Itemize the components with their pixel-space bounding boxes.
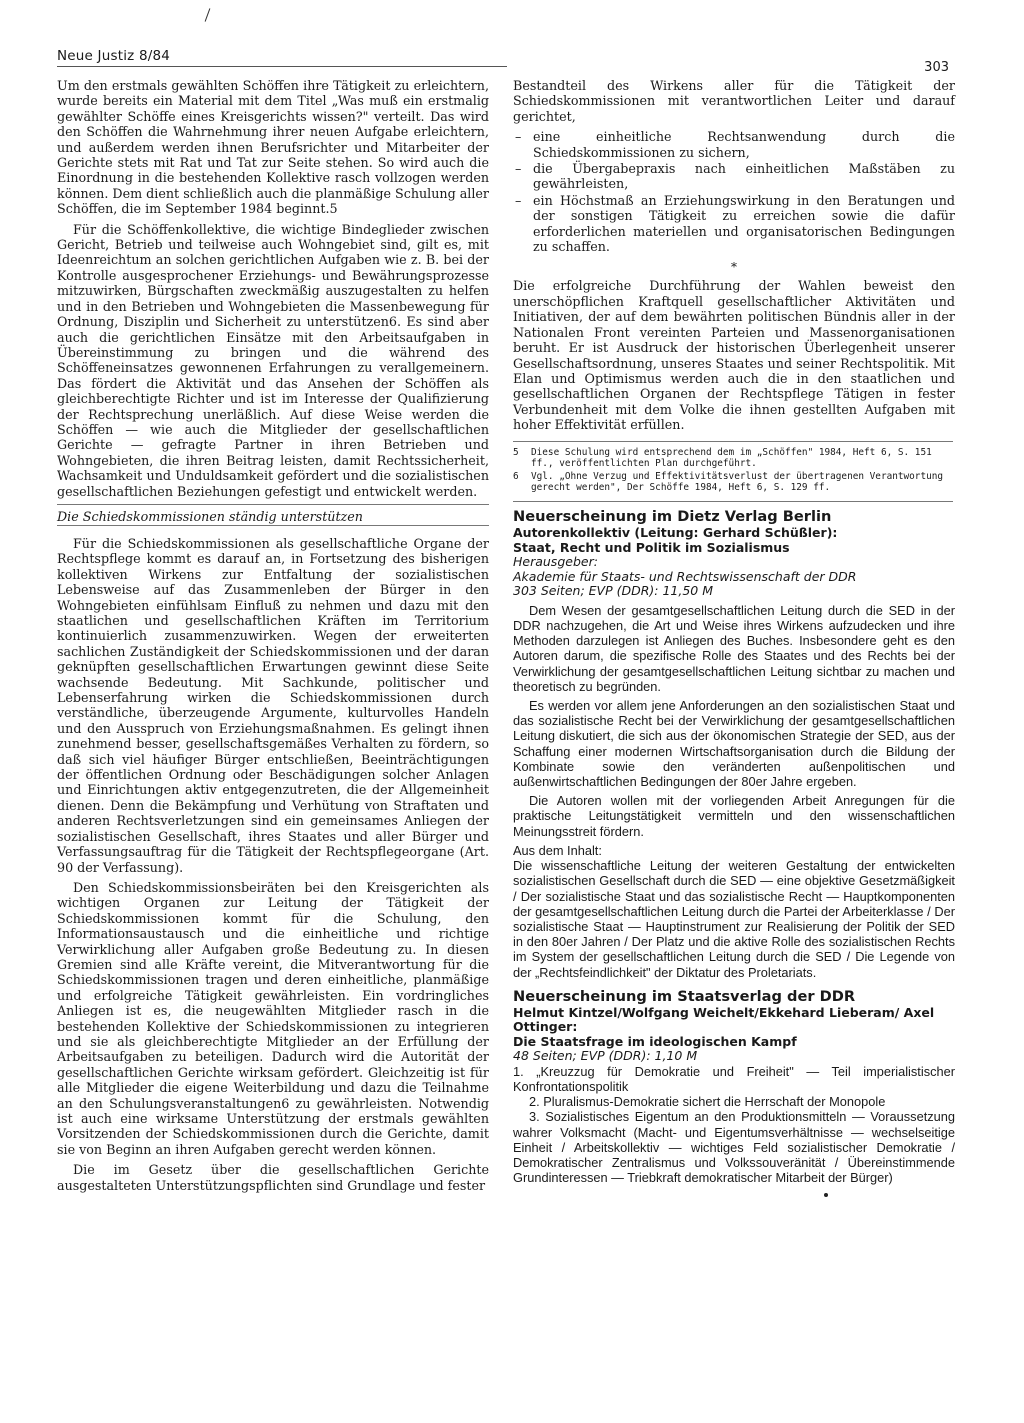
publication-meta: 48 Seiten; EVP (DDR): 1,10 M (513, 1048, 698, 1064)
pen-mark (205, 8, 211, 21)
list-item: 1. „Kreuzzug für Demokratie und Freiheit" — Teil imperialistischer Konfrontationspolitik (513, 1063, 955, 1094)
paragraph: Den Schiedskommissionsbeiräten bei den Kreisgerichten als wichtigen Organen zur Leitung der Tätigkeit der Schiedskommissionen kommt für die Schulung, den Informationsaustausch und die einheitliche und richtige Verwirklichung aller Aufgaben große Bedeutung zu. In diesen Gremien sind alle Kräfte vereint, die Mitverantwortung für die Schiedskommissionen tragen und deren einheitliche, planmäßige und erfolgreiche Tätigkeit gewährleisten. Ein vordringliches Anliegen ist es, die neugewählten Mitglieder rasch in die bestehenden Kollektive der Schiedskommissionen zu integrieren und sie als gleichberechtigte Mitglieder an der Erfüllung der Arbeitsaufgaben zu beteiligen. Dadurch wird die Autorität der gesellschaftlichen Gerichte wirksam gefördert. Gleichzeitig ist für alle Mitglieder die eigene Weiterbildung und dazu die Teilnahme an den Schulungsveranstaltungen6 zu gewährleisten. Notwendig ist auch eine wirksame Unterstützung der erstmals gewählten Vorsitzenden der Schiedskommissionen durch die Gerichte, damit sie von Beginn an ihren Aufgaben gerecht werden können. (57, 879, 489, 1157)
list-item: – die Übergabepraxis nach einheitlichen Maßstäben zu gewährleisten, (513, 161, 955, 192)
publication-authors: Autorenkollektiv (Leitung: Gerhard Schüßler): (513, 525, 838, 541)
left-column (57, 78, 489, 1198)
section-rule (513, 501, 953, 502)
publication-editor-label: Herausgeber: (513, 554, 598, 570)
stray-dot (824, 1193, 828, 1197)
footnote-number: 6 (513, 470, 519, 482)
publication-heading: Neuerscheinung im Dietz Verlag Berlin (513, 508, 832, 526)
footnote-rule (513, 441, 953, 442)
list-item: 3. Sozialistisches Eigentum an den Produktionsmitteln — Voraussetzung wahrer Volksmacht (Macht- und Eigentumsverhältnisse — wechselseitige Einheit / Arbeitskollektiv — wichtiges Feld sozialistischer Demokratie / Demokratischer Zentralismus und Volkssouveränität / Übereinstimmende Grundinteressen — Triebkraft demokratischer Mitarbeit der Bürger) (513, 1109, 955, 1186)
footnote-text: Vgl. „Ohne Verzug und Effektivitätsverlust der übertragenen Verantwortung gerecht werden", Der Schöffe 1984, Heft 6, S. 129 ff. (531, 470, 944, 494)
list-item: – ein Höchstmaß an Erziehungswirkung in den Beratungen und der sonstigen Tätigkeit zu erreichen sowie die dafür erforderlichen materiellen und organisatorischen Bedingungen zu schaffen. (513, 193, 955, 255)
publication-heading: Neuerscheinung im Staatsverlag der DDR (513, 987, 856, 1005)
paragraph: Um den erstmals gewählten Schöffen ihre Tätigkeit zu erleichtern, wurde bereits ein Material mit dem Titel „Was muß ein erstmalig gewählter Schöffe eines Kreisgerichts wissen?" verteilt. Das wird den Schöffen die Wahrnehmung ihrer neuen Aufgabe erleichtern, und außerdem werden ihnen Berufsrichter und Mitarbeiter der Gerichte stets mit Rat und Tat zur Seite stehen. So wird auch die Einordnung in die bestehenden Kollektive rasch vollzogen werden können. Dem dient schließlich auch die planmäßige Schulung aller Schöffen, die im September 1984 beginnt.5 (57, 78, 489, 217)
paragraph: Bestandteil des Wirkens aller für die Tätigkeit der Schiedskommissionen mit verantwortlichen Leiter und darauf gerichtet, (513, 78, 955, 124)
footnote-number: 5 (513, 446, 519, 458)
footnote-text: Diese Schulung wird entsprechend dem im „Schöffen" 1984, Heft 6, S. 151 ff., veröffentlichten Plan durchgeführt. (531, 446, 932, 469)
journal-header: Neue Justiz 8/84 (57, 48, 171, 64)
footnote (513, 447, 955, 469)
contents-label: Aus dem Inhalt: (513, 842, 602, 858)
paragraph: Für die Schöffenkollektive, die wichtige Bindeglieder zwischen Gericht, Betrieb und teilweise auch Wohngebiet sind, gilt es, mit Ideenreichtum an solchen gerichtlichen Aufgaben wie z. B. bei der Kontrolle ausgesprochener Erziehungs- und Bewährungsprozesse mitzuwirken, Bürgschaften zweckmäßig auszugestalten zu helfen und in den Betrieben und Wohngebieten die Massenbewegung für Ordnung, Disziplin und Sicherheit zu unterstützen6. Es sind aber auch die gerichtlichen Einsätze mit den Arbeitsaufgaben in Übereinstimmung zu bringen und die während des Schöffeneinsatzes gewonnenen Erfahrungen zu verallgemeinern. Das fördert die Aktivität und das Ansehen der Schöffen als gleichberechtigte Richter und ist im Interesse der Qualifizierung der Rechtsprechung unerläßlich. Auf diese Weise werden die Schöffen — wie auch die Mitglieder der gesellschaftlichen Gerichte — gefragte Partner in ihren Betrieben und Wohngebieten, die ihren Beitrag leisten, damit Rechtssicherheit, Wachsamkeit und Unduldsamkeit gefördert und die sozialistischen gesellschaftlichen Beziehungen gefestigt und entwickelt werden. (57, 221, 489, 499)
page-number: 303 (924, 60, 949, 75)
paragraph: Dem Wesen der gesamtgesellschaftlichen Leitung durch die SED in der DDR nachzugehen, die Art und Weise ihres Wirkens aufzudecken und ihre Methoden darzulegen ist Anliegen des Buches. Insbesondere geht es den Autoren darum, die spezifische Rolle des Staates und des Rechts bei der Verwirklichung der gesamtgesellschaftlichen Leitung sichtbar zu machen und theoretisch zu begründen. (513, 602, 955, 694)
publication-title: Staat, Recht und Politik im Sozialismus (513, 539, 790, 555)
publication-authors: Helmut Kintzel/Wolfgang Weichelt/Ekkehard Lieberam/ Axel Ottinger: (513, 1004, 935, 1035)
section-separator: * (731, 260, 737, 275)
header-rule (57, 66, 507, 67)
list-item: 2. Pluralismus-Demokratie sichert die Herrschaft der Monopole (529, 1094, 886, 1110)
footnote (513, 471, 955, 493)
contents-text: Die wissenschaftliche Leitung der weiteren Gestaltung der entwickelten sozialistischen Gesellschaft durch die SED — eine objektive Gesetzmäßigkeit / Der sozialistische Staat und das sozialistische Recht — Hauptkomponenten der gesamtgesellschaftlichen Leitung durch die Partei der Arbeiterklasse / Der sozialistische Staat — Hauptinstrument zur Realisierung der Politik der SED in den 80er Jahren / Der Platz und die aktive Rolle des sozialistischen Rechts im System der gesellschaftlichen Leitung durch die SED / Die Legende von der „Rechtsfeindlichkeit" der Diktatur des Proletariats. (513, 858, 955, 980)
publication-title: Die Staatsfrage im ideologischen Kampf (513, 1033, 797, 1049)
paragraph: Es werden vor allem jene Anforderungen an den sozialistischen Staat und das sozialistische Recht bei der Verwirklichung der gesamtgesellschaftlichen Leitung diskutiert, die sich aus der ökonomischen Strategie der SED, aus der Schaffung einer modernen Wirtschaftsorganisation durch die Bildung der Kombinate sowie den veränderten außenpolitischen und außenwirtschaftlichen Bedingungen der 80er Jahre ergeben. (513, 698, 955, 790)
paragraph: Die Autoren wollen mit der vorliegenden Arbeit Anregungen für die praktische Leitungstätigkeit vermitteln und den wissenschaftlichen Meinungsstreit fördern. (513, 793, 955, 839)
paragraph: Für die Schiedskommissionen als gesellschaftliche Organe der Rechtspflege kommt es darauf an, in Fortsetzung des bisherigen kollektiven Wirkens zur Entfaltung der sozialistischen Lebensweise auf das Zusammenleben der Bürger in den Wohngebieten einfühlsam Einfluß zu nehmen und dazu mit den staatlichen und gesellschaftlichen Kräften im Territorium kontinuierlich zusammenzuwirken. Wegen der erweiterten sachlichen Zuständigkeit der Schiedskommissionen und der daran geknüpften gesellschaftlichen Erwartungen gewinnt diese Seite wachsende Bedeutung. Mit Sachkunde, politischer und Lebenserfahrung wirken die Schiedskommissionen durch verständliche, überzeugende Argumente, kulturvolles Handeln und den Ausspruch von Erziehungsmaßnahmen. Es gelingt ihnen zunehmend besser, gesellschaftsgemäßes Verhalten zu fördern, so daß sich viel häufiger Bürger entschließen, Beeinträchtigungen der öffentlichen Ordnung oder Beschädigungen solcher Anlagen und Einrichtungen aktiv entgegenzutreten, die der Allgemeinheit dienen. Denn die Bekämpfung und Verhütung von Straftaten und anderen Rechtsverletzungen sind ein gemeinsames Anliegen der sozialistischen Gesellschaft, ihres Staates und aller Bürger und Verfassungsauftrag für die Tätigkeit der Rechtspflegeorgane (Art. 90 der Verfassung). (57, 535, 489, 875)
dash-list (513, 129, 955, 254)
paragraph: Die erfolgreiche Durchführung der Wahlen beweist den unerschöpflichen Kraftquell gesellschaftlicher Aktivitäten und Initiativen, der auf dem bewährten politischen Bündnis aller in der Nationalen Front vereinten Parteien und Massenorganisationen beruht. Er ist Ausdruck der historischen Überlegenheit unserer Gesellschaftsordnung, unseres Staates und seiner Rechtspolitik. Mit Elan und Optimismus werden auch die in den staatlichen und gesellschaftlichen Organen der Rechtspflege Tätigen in fester Verbundenheit mit dem Volke die ihnen gestellten Aufgaben mit hoher Effektivität erfüllen. (513, 278, 955, 433)
publication-meta: 303 Seiten; EVP (DDR): 11,50 M (513, 583, 714, 599)
list-item: – eine einheitliche Rechtsanwendung durch die Schiedskommissionen zu sichern, (513, 129, 955, 160)
section-heading: Die Schiedskommissionen ständig unterstützen (57, 504, 489, 526)
publication-editor: Akademie für Staats- und Rechtswissenschaft der DDR (513, 568, 857, 584)
paragraph: Die im Gesetz über die gesellschaftlichen Gerichte ausgestalteten Unterstützungspflichten sind Grundlage und fester (57, 1162, 489, 1193)
right-column (513, 78, 955, 1185)
contents-list (513, 1064, 955, 1186)
